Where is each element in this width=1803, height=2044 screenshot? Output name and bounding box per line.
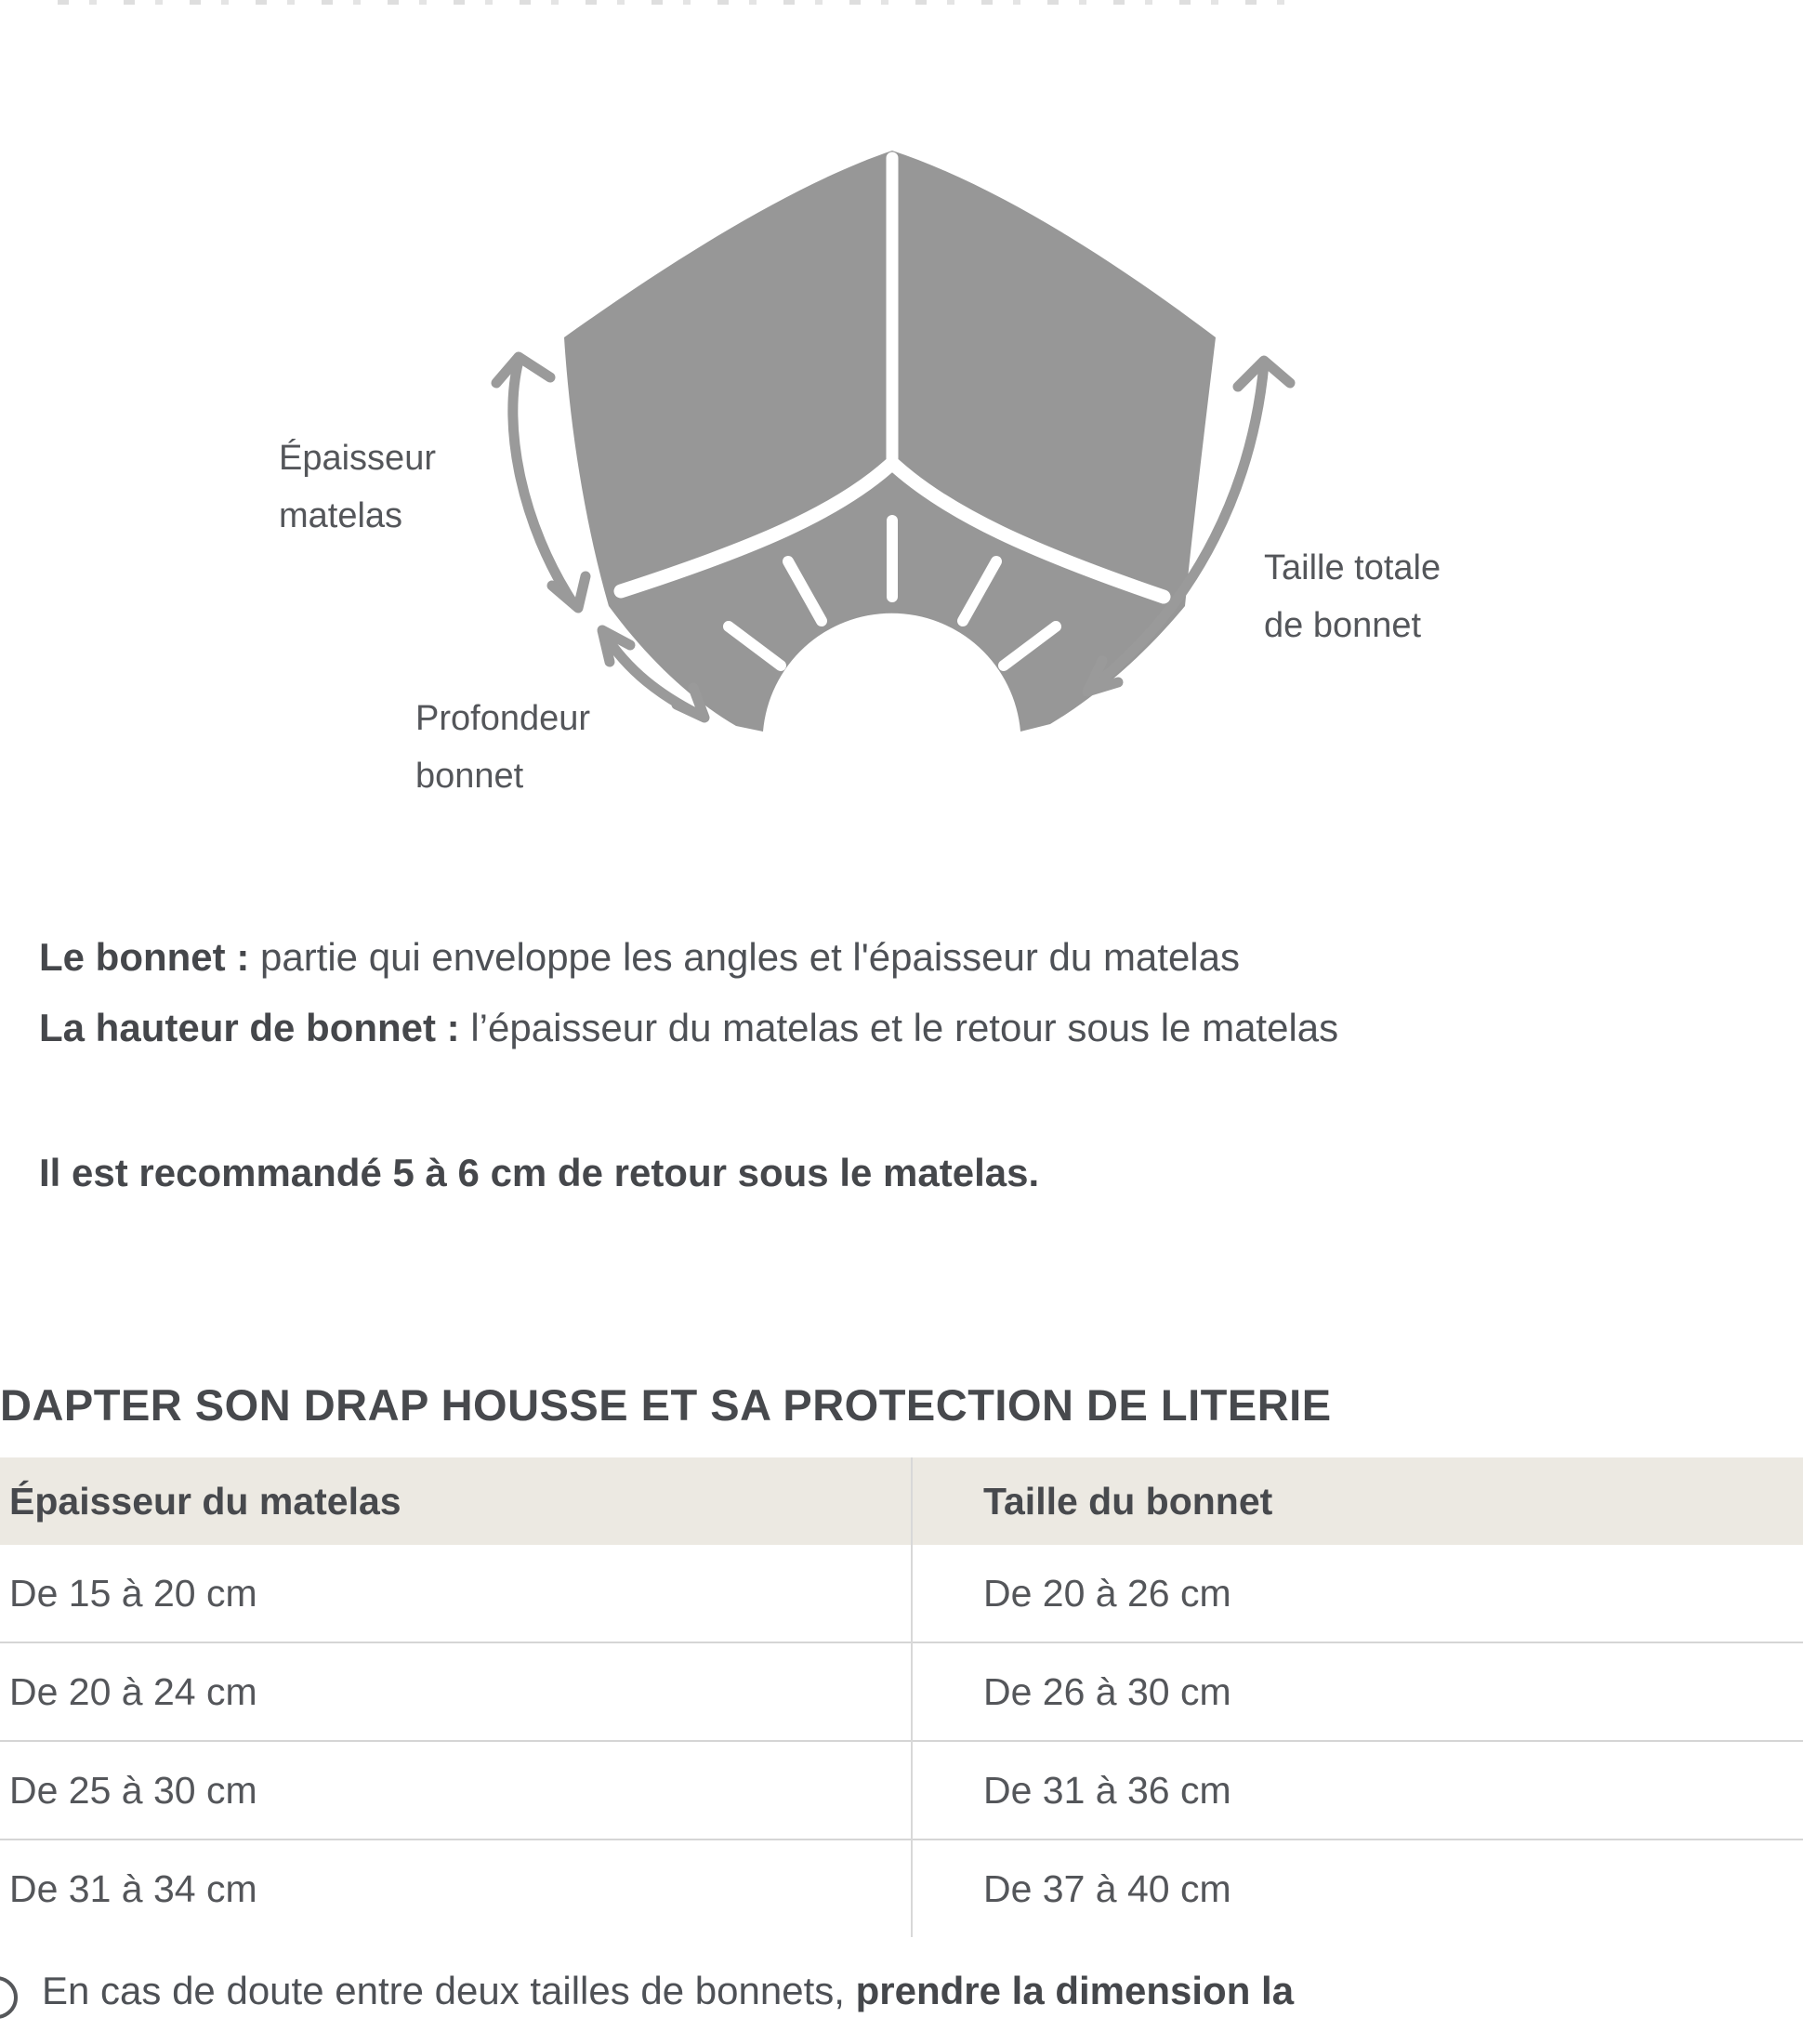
cell-taille: De 37 à 40 cm bbox=[912, 1840, 1803, 1937]
definition-term: La hauteur de bonnet : bbox=[39, 1006, 460, 1049]
label-line: de bonnet bbox=[1264, 606, 1422, 645]
info-circle-icon bbox=[0, 1976, 18, 2019]
definition-term: Le bonnet : bbox=[39, 935, 250, 979]
table-row bbox=[0, 1545, 1803, 1642]
label-line: Profondeur bbox=[415, 699, 591, 738]
definition-hauteur-de-bonnet bbox=[39, 993, 1338, 1063]
table-row bbox=[0, 1840, 1803, 1937]
clipped-text-remnant bbox=[58, 0, 1294, 5]
table-header-row bbox=[0, 1457, 1803, 1545]
section-title: DAPTER SON DRAP HOUSSE ET SA PROTECTION DE LITERIE bbox=[0, 1380, 1332, 1430]
label-line: bonnet bbox=[415, 757, 524, 796]
definition-text: partie qui enveloppe les angles et l'épaisseur du matelas bbox=[249, 935, 1241, 979]
note-text: En cas de doute entre deux tailles de bonnets, bbox=[42, 1969, 856, 2012]
definition-text: l’épaisseur du matelas et le retour sous le matelas bbox=[459, 1006, 1339, 1049]
bonnet-size-table bbox=[0, 1457, 1803, 1937]
table-row bbox=[0, 1741, 1803, 1840]
label-epaisseur-matelas bbox=[279, 429, 436, 545]
label-profondeur-bonnet bbox=[415, 690, 590, 805]
label-taille-totale-de-bonnet bbox=[1264, 539, 1441, 654]
header-taille-du-bonnet: Taille du bonnet bbox=[912, 1457, 1803, 1545]
cell-epaisseur: De 20 à 24 cm bbox=[0, 1642, 912, 1741]
definition-le-bonnet bbox=[39, 922, 1338, 993]
cell-taille: De 31 à 36 cm bbox=[912, 1741, 1803, 1840]
mattress-corner-diagram bbox=[390, 116, 1375, 758]
cell-epaisseur: De 31 à 34 cm bbox=[0, 1840, 912, 1937]
cell-taille: De 20 à 26 cm bbox=[912, 1545, 1803, 1642]
definitions-block bbox=[39, 922, 1338, 1063]
table-row bbox=[0, 1642, 1803, 1741]
recommendation-text: Il est recommandé 5 à 6 cm de retour sous le matelas. bbox=[39, 1151, 1040, 1194]
label-line: matelas bbox=[279, 496, 403, 535]
cell-epaisseur: De 15 à 20 cm bbox=[0, 1545, 912, 1642]
label-line: Épaisseur bbox=[279, 439, 436, 478]
bottom-note bbox=[42, 1969, 1294, 2013]
label-line: Taille totale bbox=[1264, 548, 1441, 587]
cell-epaisseur: De 25 à 30 cm bbox=[0, 1741, 912, 1840]
cell-taille: De 26 à 30 cm bbox=[912, 1642, 1803, 1741]
header-epaisseur-du-matelas: Épaisseur du matelas bbox=[0, 1457, 912, 1545]
note-bold-text: prendre la dimension la bbox=[855, 1969, 1295, 2012]
